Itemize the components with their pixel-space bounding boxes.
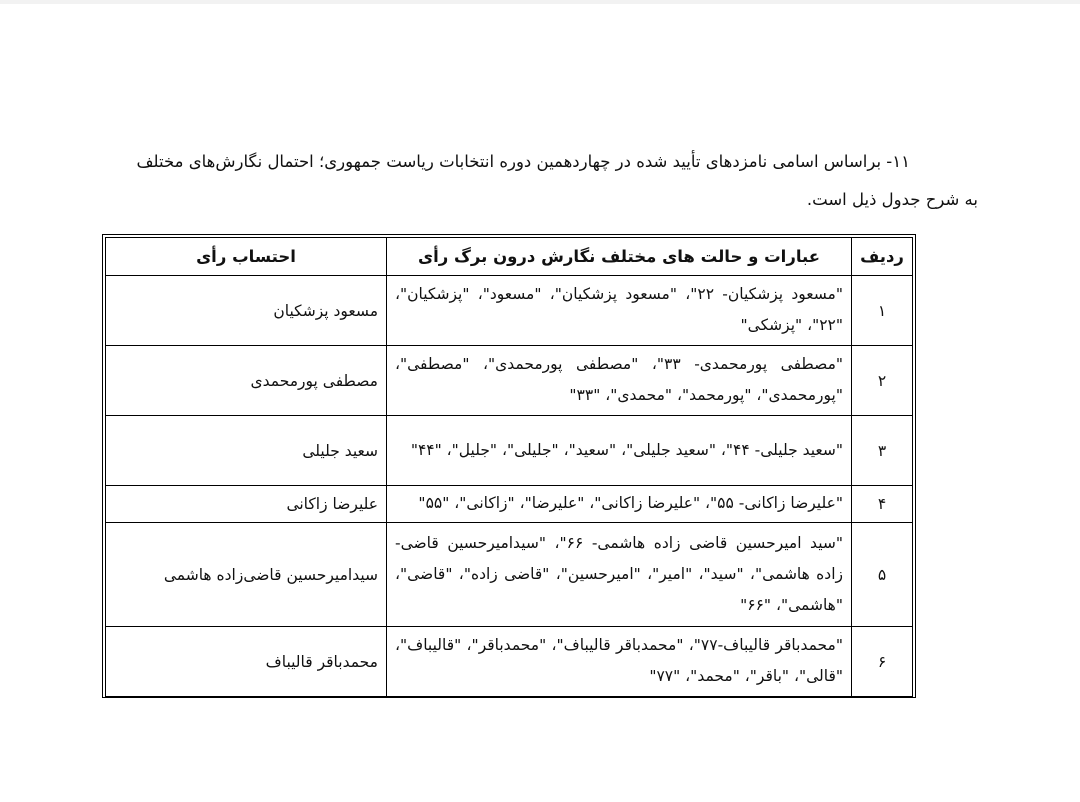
row-vote: مصطفی پورمحمدی [106,346,387,416]
row-vote: سیدامیرحسین قاضی‌زاده هاشمی [106,523,387,627]
header-variants: عبارات و حالت های مختلف نگارش درون برگ رأی [387,238,852,276]
row-number: ۲ [852,346,913,416]
table-row [106,523,913,627]
row-vote: علیرضا زاکانی [106,486,387,523]
row-variants: "مصطفی پورمحمدی- ۳۳"، "مصطفی پورمحمدی"، "مصطفی"، "پورمحمدی"، "پورمحمد"، "محمدی"، "۳۳" [387,346,852,416]
table-row [106,276,913,346]
table-row [106,346,913,416]
row-number: ۴ [852,486,913,523]
row-variants: "محمدباقر قالیباف-۷۷"، "محمدباقر قالیباف"، "محمدباقر"، "قالیباف"، "قالی"، "باقر"، "محمد"، "۷۷" [387,627,852,697]
row-variants: "مسعود پزشکیان- ۲۲"، "مسعود پزشکیان"، "مسعود"، "پزشکیان"، "۲۲"، "پزشکی" [387,276,852,346]
row-variants: "علیرضا زاکانی- ۵۵"، "علیرضا زاکانی"، "علیرضا"، "زاکانی"، "۵۵" [387,486,852,523]
row-variants: "سعید جلیلی- ۴۴"، "سعید جلیلی"، "سعید"، "جلیلی"، "جلیل"، "۴۴" [387,416,852,486]
table-row [106,627,913,697]
intro-line-2: به شرح جدول ذیل است. [806,190,978,209]
row-number: ۱ [852,276,913,346]
row-vote: مسعود پزشکیان [106,276,387,346]
table-header-row [106,238,913,276]
intro-line-1: ۱۱- براساس اسامی نامزدهای تأیید شده در چهاردهمین دوره انتخابات ریاست جمهوری؛ احتمال نگارش‌های مختلف [136,152,910,171]
row-vote: سعید جلیلی [106,416,387,486]
row-number: ۳ [852,416,913,486]
row-number: ۶ [852,627,913,697]
candidates-table [105,237,913,697]
row-number: ۵ [852,523,913,627]
header-vote: احتساب رأی [106,238,387,276]
row-variants: "سید امیرحسین قاضی زاده هاشمی- ۶۶"، "سیدامیرحسین قاضی- زاده هاشمی"، "سید"، "امیر"، "امیرحسین"، "قاضی زاده"، "قاضی"، "هاشمی"، "۶۶" [387,523,852,627]
top-strip [0,0,1080,4]
row-vote: محمدباقر قالیباف [106,627,387,697]
table-row [106,416,913,486]
table-row [106,486,913,523]
candidates-table-frame [102,234,916,698]
header-row-number: ردیف [852,238,913,276]
